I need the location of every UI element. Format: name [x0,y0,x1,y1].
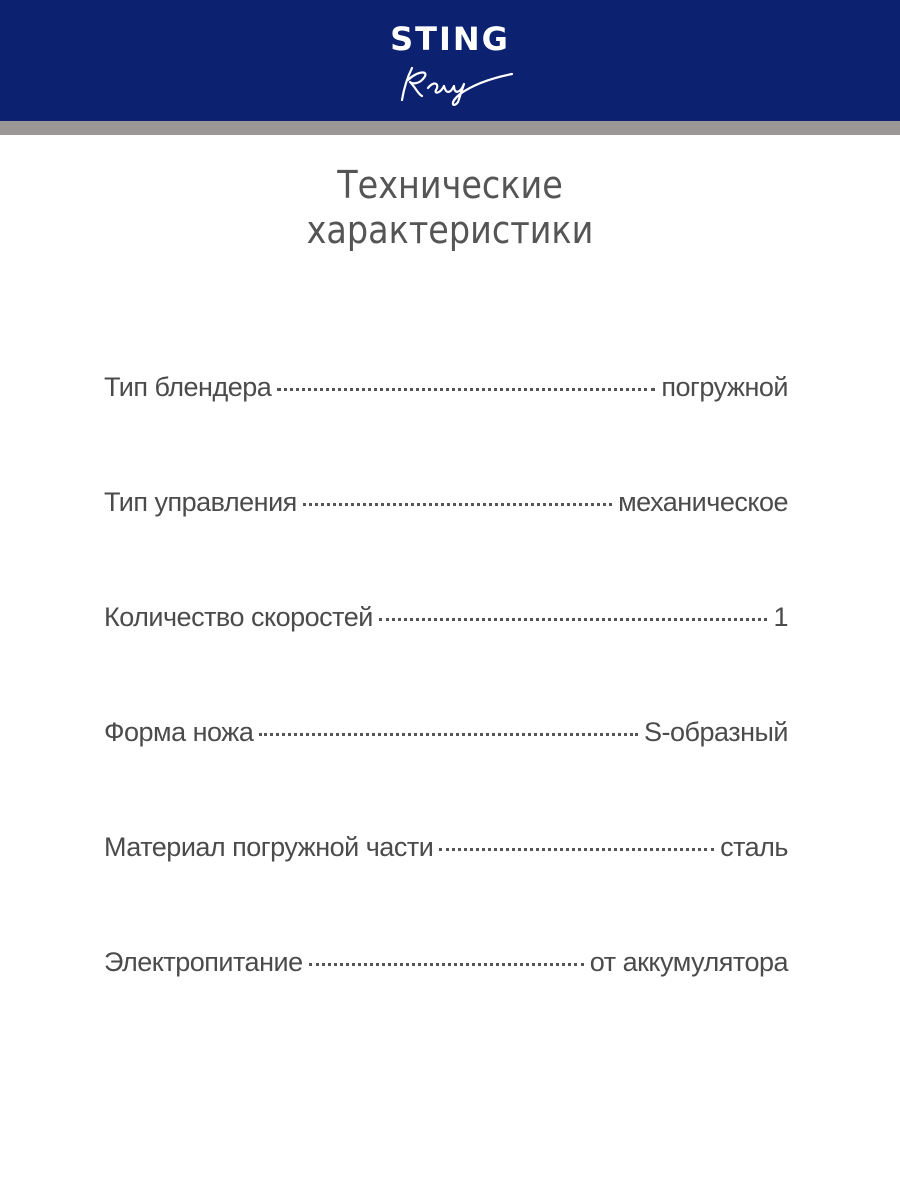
spec-value: погружной [661,372,788,402]
header-banner [0,0,900,121]
spec-value: 1 [773,602,788,632]
dot-leader [379,618,768,621]
spec-list [104,367,788,1057]
spec-value: сталь [720,832,788,862]
dot-leader [259,733,638,736]
title-line-2: характеристики [306,208,594,252]
dot-leader [277,388,655,391]
spec-label: Тип блендера [104,372,272,402]
header-stripe [0,121,900,135]
spec-row-power [104,942,788,982]
dot-leader [303,503,612,506]
spec-value: механическое [618,487,788,517]
spec-label: Электропитание [104,947,303,977]
dot-leader [439,848,714,851]
brand-script-logo [388,62,518,106]
spec-row-blade-shape [104,712,788,752]
title-line-1: Технические [337,163,563,207]
spec-label: Количество скоростей [104,602,373,632]
brand-logo [370,20,530,105]
spec-row-speeds [104,597,788,637]
spec-label: Материал погружной части [104,832,434,862]
spec-label: Форма ножа [104,717,254,747]
spec-value: от аккумулятора [589,947,788,977]
spec-row-material [104,827,788,867]
brand-name: STING [390,20,510,58]
spec-value: S-образный [644,717,788,747]
dot-leader [309,963,584,966]
spec-row-control-type [104,482,788,522]
page-title [54,163,846,253]
spec-row-blender-type [104,367,788,407]
spec-label: Тип управления [104,487,297,517]
